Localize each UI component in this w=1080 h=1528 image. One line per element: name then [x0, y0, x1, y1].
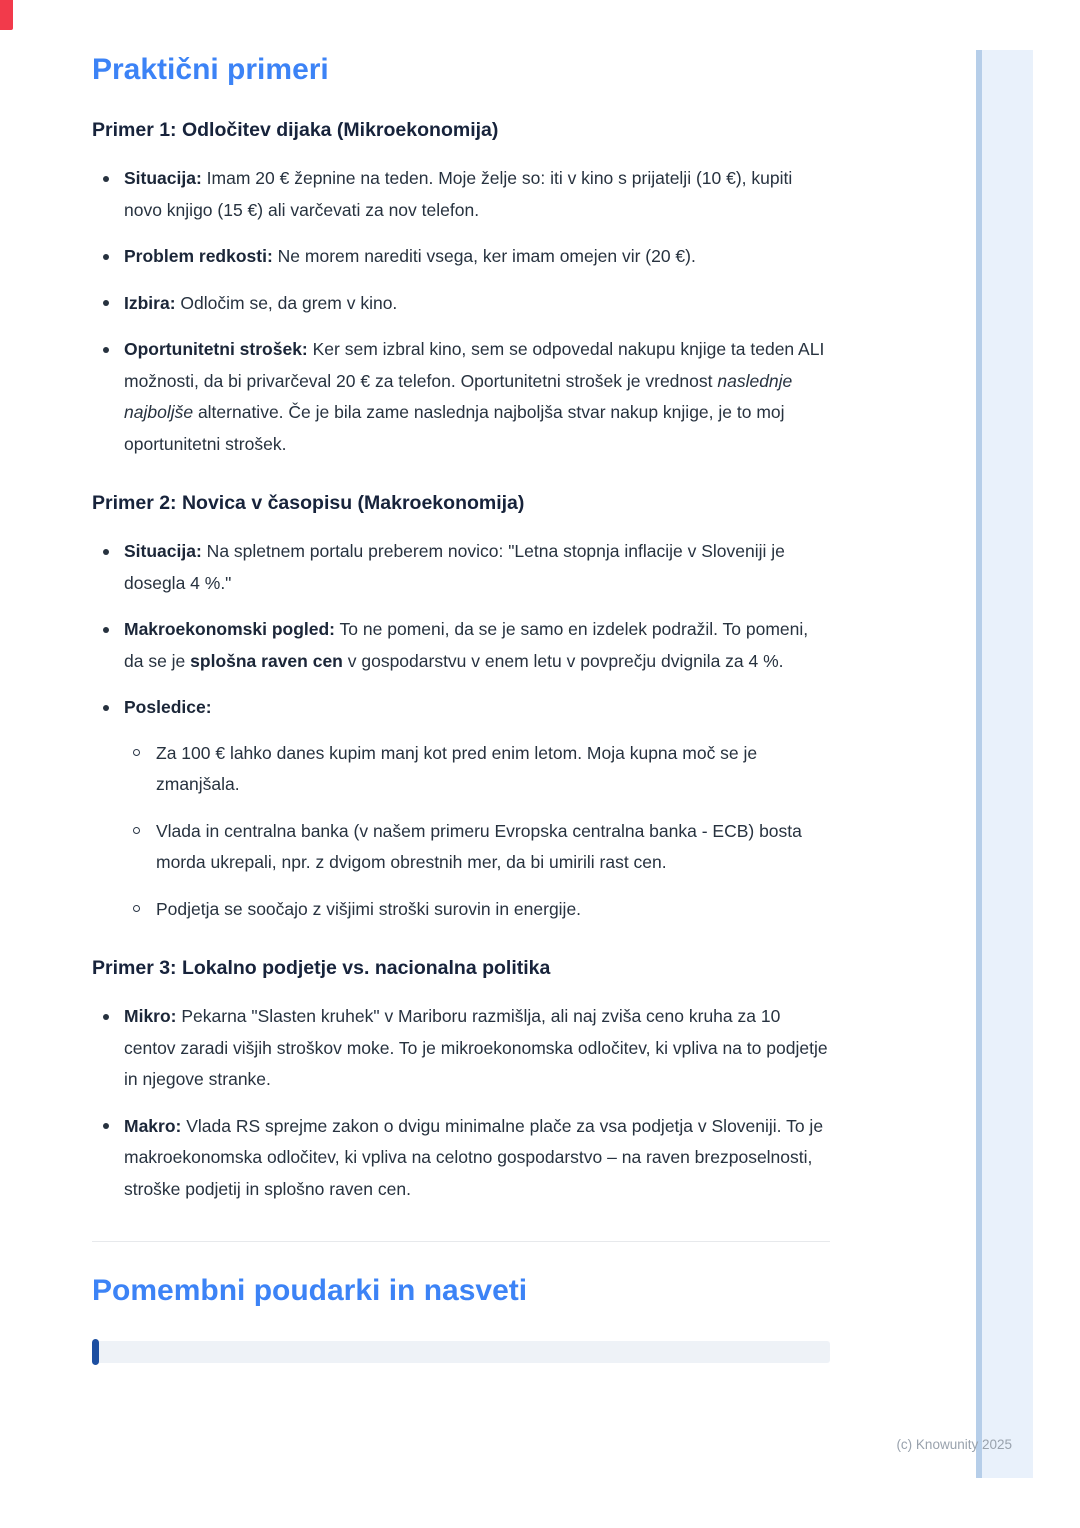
list-item — [92, 692, 830, 925]
item-lead: Posledice: — [124, 697, 212, 717]
item-emphasis: naslednje najboljše — [124, 370, 793, 422]
item-lead: Problem redkosti: — [124, 246, 273, 266]
subitem-text: Podjetja se soočajo z višjimi stroški surovin in energije. — [156, 898, 582, 919]
sublist-item — [124, 738, 830, 801]
item-text: To ne pomeni, da se je samo en izdelek podražil. To pomeni, da se je — [124, 619, 809, 671]
item-text: v gospodarstvu v enem letu v povprečju dvignila za 4 %. — [342, 650, 784, 671]
primer-3-list — [92, 1001, 830, 1205]
callout-box-cutoff — [92, 1341, 830, 1363]
primer-1-list — [92, 163, 830, 460]
item-lead: Mikro: — [124, 1006, 177, 1026]
list-item — [92, 288, 830, 320]
list-item — [92, 163, 830, 226]
item-text: Vlada RS sprejme zakon o dvigu minimalne plače za vsa podjetja v Sloveniji. To je makroekonomska odločitev, ki vpliva na celotno gospodarstvo – na raven brezposelnosti, stroške podjetij in splošno raven cen. — [124, 1115, 824, 1199]
item-text: Ne morem narediti vsega, ker imam omejen vir (20 €). — [272, 246, 696, 266]
primer-2-list — [92, 536, 830, 925]
page-edge-red-marker — [0, 0, 13, 30]
subitem-text: Vlada in centralna banka (v našem primeru Evropska centralna banka - ECB) bosta morda ukrepali, npr. z dvigom obrestnih mer, da bi umirili rast cen. — [156, 820, 802, 872]
list-item — [92, 1001, 830, 1096]
callout-left-border — [92, 1339, 99, 1365]
section-title-primer-1: Primer 1: Odločitev dijaka (Mikroekonomija) — [92, 119, 499, 141]
item-lead: Oportunitetni strošek: — [124, 339, 308, 359]
sublist-item — [124, 894, 830, 926]
item-text: Ker sem izbral kino, sem se odpovedal nakupu knjige ta teden ALI možnosti, da bi privarčeval 20 € za telefon. Oportunitetni strošek je vrednost — [124, 339, 825, 391]
item-lead: Situacija: — [124, 168, 202, 188]
item-lead: Situacija: — [124, 541, 202, 561]
item-text: Pekarna "Slasten kruhek" v Mariboru razmišlja, ali naj zviša ceno kruha za 10 centov zaradi višjih stroškov moke. To je mikroekonomska odločitev, ki vpliva na to podjetje in njegove stranke. — [124, 1006, 828, 1089]
copyright-watermark: (c) Knowunity 2025 — [896, 1437, 1012, 1452]
item-bold-phrase: splošna raven cen — [190, 650, 343, 671]
item-lead: Makro: — [124, 1115, 182, 1136]
item-text: Imam 20 € žepnine na teden. Moje želje so: iti v kino s prijatelji (10 €), kupiti novo knjigo (15 €) ali varčevati za nov telefon. — [124, 168, 793, 220]
section-title-primer-3: Primer 3: Lokalno podjetje vs. nacionalna politika — [92, 957, 551, 979]
list-item — [92, 536, 830, 599]
document-content — [92, 0, 830, 1363]
list-item — [92, 614, 830, 677]
list-item — [92, 241, 830, 273]
scrollbar-strip[interactable] — [976, 50, 1033, 1478]
item-text: Odločim se, da grem v kino. — [175, 292, 398, 313]
list-item — [92, 334, 830, 460]
main-heading: Praktični primeri — [92, 53, 329, 86]
section-title-primer-2: Primer 2: Novica v časopisu (Makroekonomija) — [92, 492, 525, 514]
subitem-text: Za 100 € lahko danes kupim manj kot pred enim letom. Moja kupna moč se je zmanjšala. — [156, 742, 758, 794]
section-divider — [92, 1241, 830, 1242]
sublist-item — [124, 816, 830, 879]
list-item — [92, 1111, 830, 1206]
item-lead: Izbira: — [124, 292, 176, 313]
item-lead: Makroekonomski pogled: — [124, 619, 336, 639]
item-text: alternative. Če je bila zame naslednja najboljša stvar nakup knjige, je to moj oportunitetni strošek. — [124, 402, 785, 454]
posledice-sublist — [124, 738, 830, 926]
item-text: Na spletnem portalu preberem novico: "Letna stopnja inflacije v Sloveniji je dosegla 4 %." — [124, 541, 785, 593]
second-heading: Pomembni poudarki in nasveti — [92, 1274, 528, 1307]
